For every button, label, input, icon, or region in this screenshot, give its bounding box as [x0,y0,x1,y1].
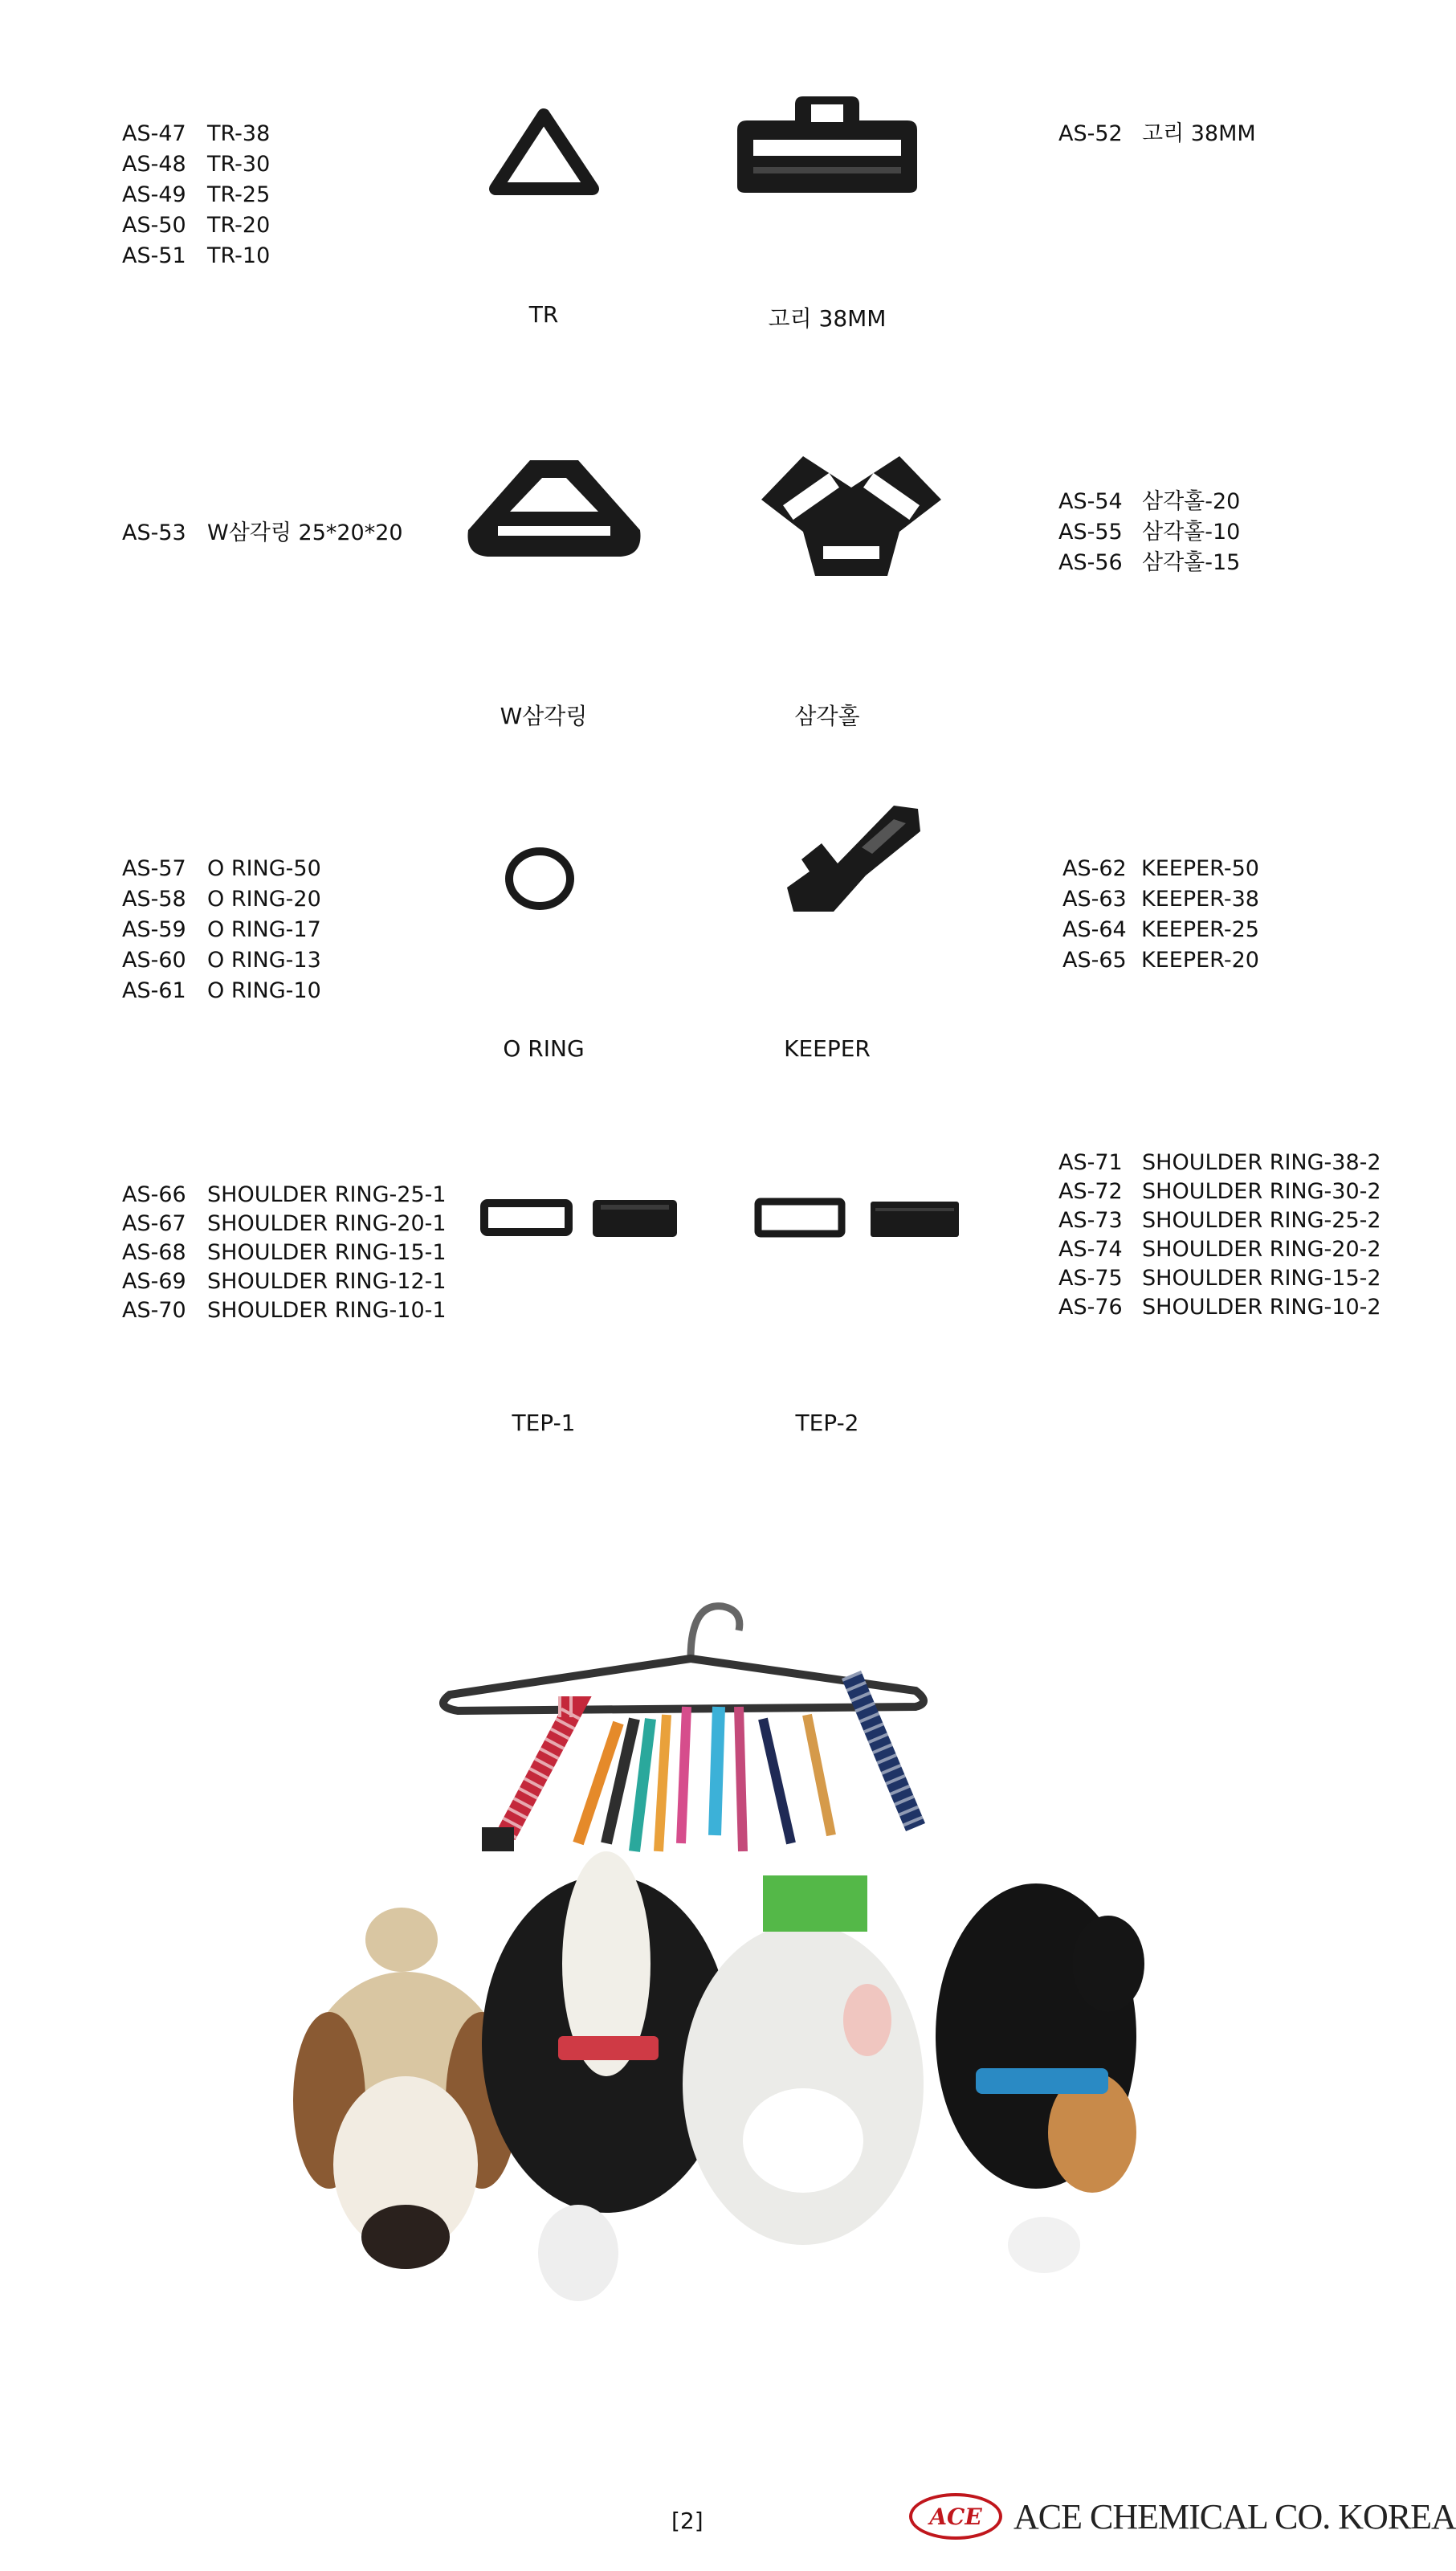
plush-dog-white [683,1875,924,2245]
code-row: AS-48 TR-30 [122,152,271,177]
code-row: AS-47 TR-38 [122,121,271,146]
keeper-image [777,799,926,920]
plush-dog-basset [293,1908,518,2269]
code-row: AS-50 TR-20 [122,213,271,238]
code-row: AS-62 KEEPER-50 [1062,856,1259,881]
code-row: AS-70 SHOULDER RING-10-1 [122,1298,447,1323]
section-2-left-codes [122,518,403,549]
code-row: AS-51 TR-10 [122,243,271,268]
tep-1-image [480,1197,681,1241]
product-photo-collars-and-plush-dogs [241,1586,1205,2389]
section-3-left-codes [122,854,321,1006]
collars [482,1675,916,1851]
o-ring-image [502,845,578,913]
page-number: [2] [671,2508,704,2534]
triangle-hole-image [755,451,948,584]
code-row: AS-53 W삼각링 25*20*20 [122,520,403,545]
code-row: AS-73 SHOULDER RING-25-2 [1058,1208,1381,1233]
code-row: AS-52 고리 38MM [1058,121,1256,146]
code-row: AS-76 SHOULDER RING-10-2 [1058,1295,1381,1320]
code-row: AS-55 삼각홀-10 [1058,520,1241,545]
caption-buckle-38mm: 고리 38MM [768,305,887,332]
code-row: AS-64 KEEPER-25 [1062,917,1259,942]
section-1-left-codes [122,119,270,271]
caption-tep-2: TEP-2 [795,1410,859,1436]
code-row: AS-63 KEEPER-38 [1062,887,1259,912]
code-row: AS-75 SHOULDER RING-15-2 [1058,1266,1381,1291]
code-row: AS-57 O RING-50 [122,856,321,881]
code-row: AS-56 삼각홀-15 [1058,550,1241,575]
section-3-right-codes [1062,854,1259,976]
code-row: AS-66 SHOULDER RING-25-1 [122,1182,447,1207]
caption-triangle-hole: 삼각홀 [794,703,860,729]
code-row: AS-68 SHOULDER RING-15-1 [122,1240,447,1265]
code-row: AS-58 O RING-20 [122,887,321,912]
section-2-right-codes [1058,487,1240,578]
code-row: AS-65 KEEPER-20 [1062,948,1259,973]
tep-2-image [753,1197,964,1241]
section-1-right-codes [1058,119,1256,149]
code-row: AS-69 SHOULDER RING-12-1 [122,1269,447,1294]
code-row: AS-71 SHOULDER RING-38-2 [1058,1150,1381,1175]
section-4-left-codes [122,1181,447,1325]
tr-triangle-ring-image [490,108,598,197]
code-row: AS-60 O RING-13 [122,948,321,973]
caption-w-triangle-ring: W삼각링 [500,703,588,729]
code-row: AS-54 삼각홀-20 [1058,489,1241,514]
section-4-right-codes [1058,1149,1381,1322]
code-row: AS-72 SHOULDER RING-30-2 [1058,1179,1381,1204]
caption-keeper: KEEPER [784,1035,871,1062]
w-triangle-ring-image [462,454,646,562]
caption-tep-1: TEP-1 [512,1410,576,1436]
plush-dog-black-brown [936,1883,1144,2273]
code-row: AS-74 SHOULDER RING-20-2 [1058,1237,1381,1262]
code-row: AS-61 O RING-10 [122,978,321,1003]
company-name: ACE CHEMICAL CO. KOREA [1013,2497,1456,2536]
caption-o-ring: O RING [503,1035,585,1062]
code-row: AS-59 O RING-17 [122,917,321,942]
code-row: AS-67 SHOULDER RING-20-1 [122,1211,447,1236]
company-logo-mark: ACE [909,2493,1002,2540]
code-row: AS-49 TR-25 [122,182,271,207]
buckle-38mm-image [731,90,924,198]
caption-tr: TR [528,301,559,328]
